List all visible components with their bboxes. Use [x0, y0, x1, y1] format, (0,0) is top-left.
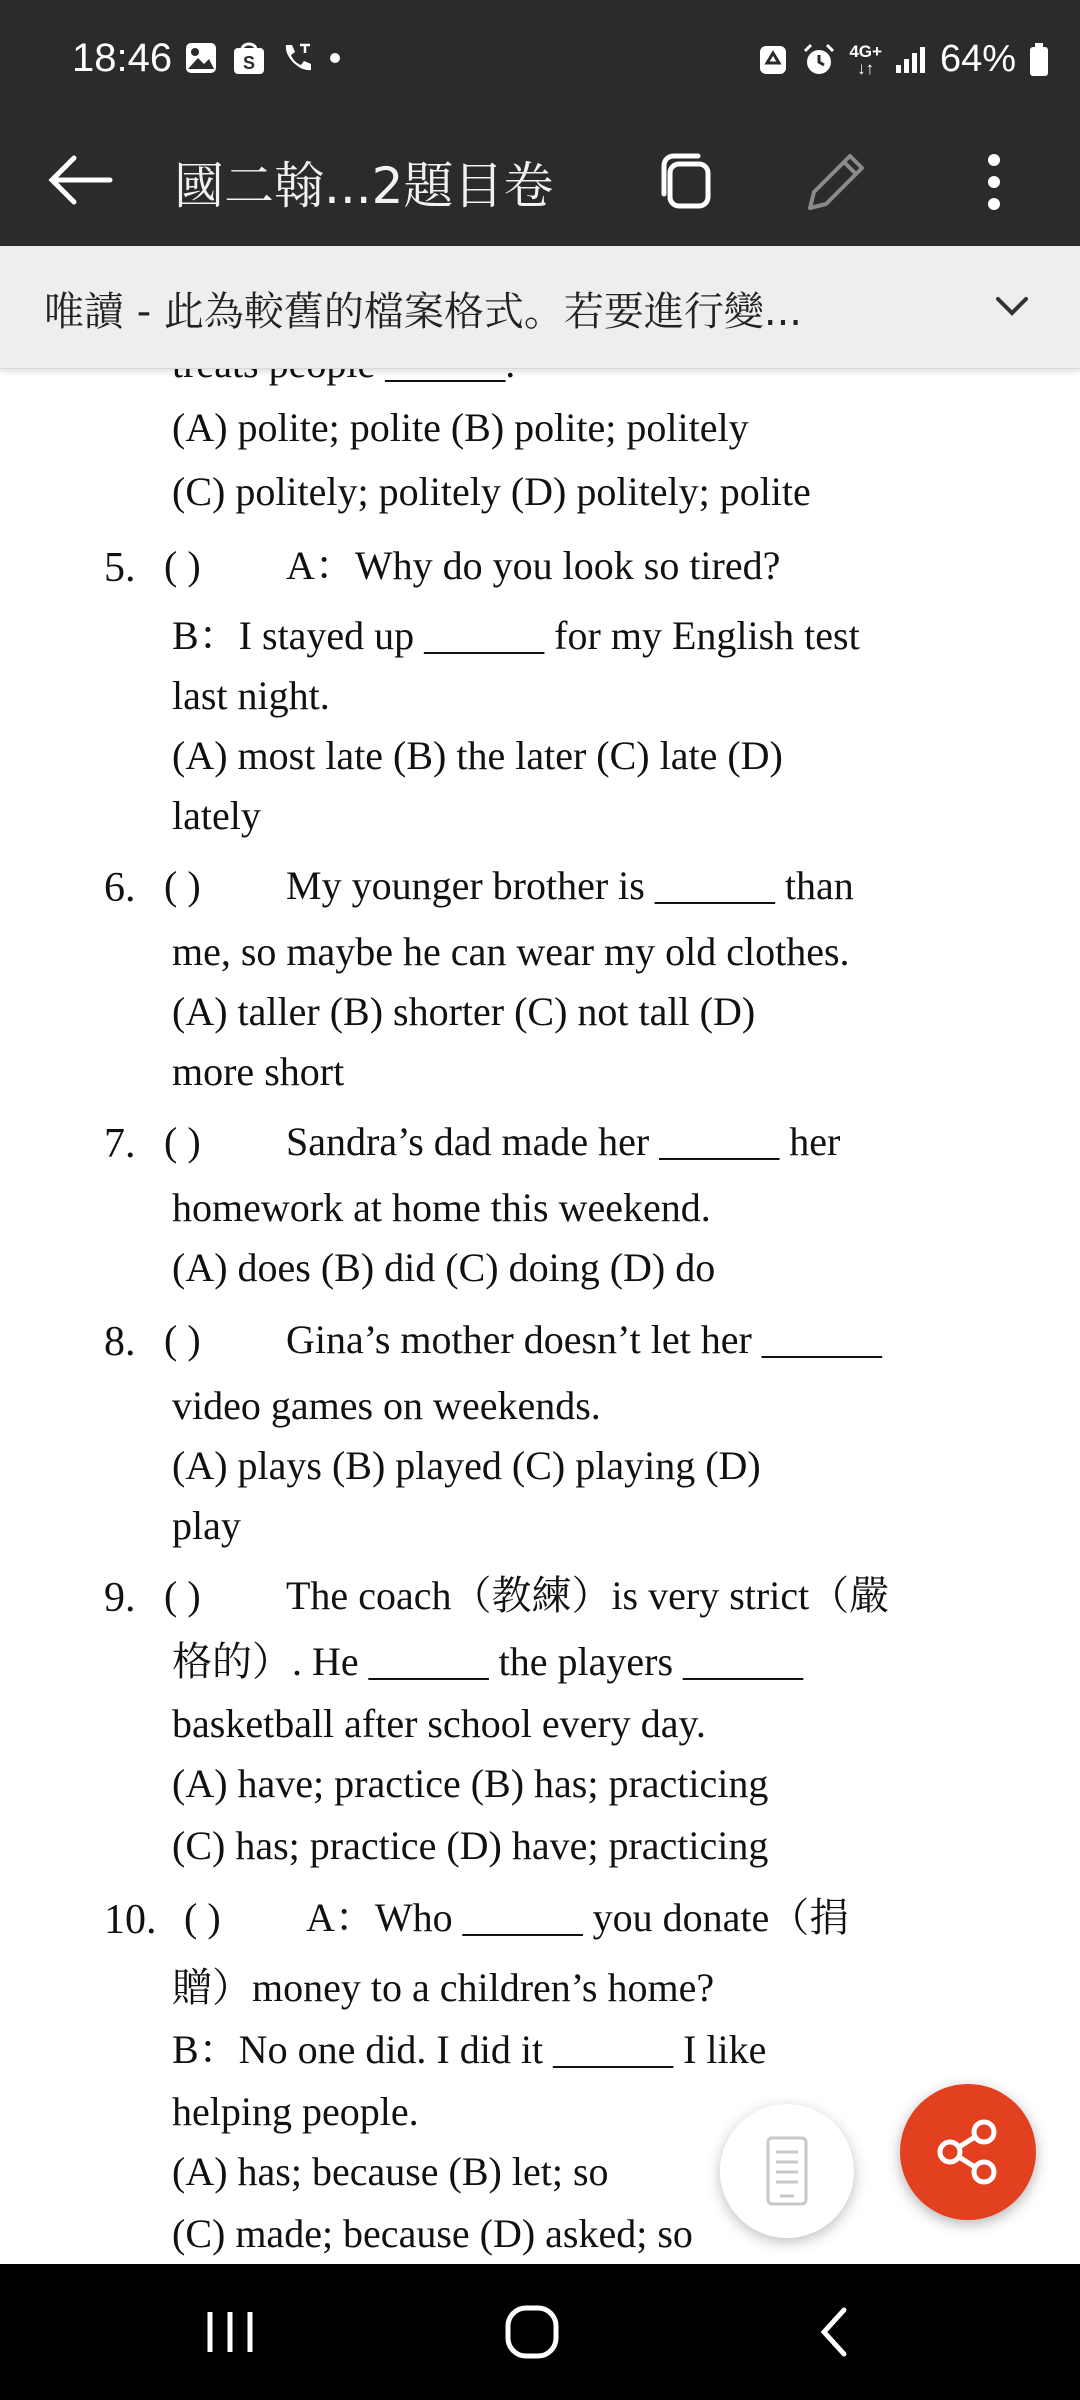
question-line: basketball after school every day. [172, 1701, 706, 1746]
home-icon[interactable] [502, 2302, 562, 2362]
answer-blank: ( ) [164, 1573, 201, 1618]
status-time: 18:46 [72, 36, 173, 80]
document-content[interactable] [0, 368, 1080, 2264]
answer-blank: ( ) [164, 543, 201, 588]
question-line: 贈）money to a children’s home? [172, 1965, 715, 2010]
call-icon [280, 41, 314, 75]
question-line: A：Why do you look so tired? [286, 543, 781, 588]
share-icon [900, 2084, 1036, 2220]
option-line: (A) has; because (B) let; so [172, 2149, 609, 2194]
battery-percent: 64% [939, 38, 1016, 80]
system-status-icons [757, 38, 1050, 81]
question-line: helping people. [172, 2089, 419, 2134]
document-title: 國二翰...2題目卷 [174, 157, 554, 215]
q4-option-line: (A) polite; polite (B) polite; politely [172, 405, 749, 450]
question-number: 10. [104, 1897, 157, 1943]
svg-text:S: S [242, 53, 256, 73]
read-only-banner[interactable] [0, 246, 1080, 369]
network-type: 4G+ ↓↑ [849, 41, 882, 78]
question-line: B：I stayed up ______ for my English test [172, 613, 860, 658]
question-number: 6. [104, 865, 136, 911]
notification-icons [184, 40, 342, 76]
question-line: The coach（教練）is very strict（嚴 [286, 1573, 890, 1618]
question-line: Sandra’s dad made her ______ her [286, 1119, 841, 1164]
option-line: lately [172, 793, 261, 838]
question-line: homework at home this weekend. [172, 1185, 711, 1230]
system-nav-bar [0, 2264, 1080, 2400]
option-line: (C) has; practice (D) have; practicing [172, 1823, 769, 1868]
recent-apps-icon[interactable] [200, 2304, 260, 2360]
option-line: (A) does (B) did (C) doing (D) do [172, 1245, 716, 1290]
question-line: 格的）. He ______ the players ______ [172, 1639, 804, 1684]
back-nav-icon[interactable] [808, 2304, 864, 2360]
back-arrow-icon[interactable] [44, 140, 124, 220]
chevron-down-icon[interactable] [990, 284, 1034, 328]
question-line: Gina’s mother doesn’t let her ______ [286, 1317, 882, 1362]
question-line: me, so maybe he can wear my old clothes. [172, 929, 850, 974]
option-line: (C) made; because (D) asked; so [172, 2211, 693, 2256]
more-options-icon[interactable] [954, 142, 1034, 222]
reading-mode-button[interactable] [720, 2104, 854, 2238]
answer-blank: ( ) [164, 1119, 201, 1164]
gallery-icon [184, 41, 218, 75]
question-line: My younger brother is ______ than [286, 863, 854, 908]
edit-pencil-icon[interactable] [796, 142, 876, 222]
status-bar [0, 0, 1080, 120]
question-number: 8. [104, 1319, 136, 1365]
dot-icon [328, 51, 342, 65]
question-line: A：Who ______ you donate（捐 [306, 1895, 850, 1940]
answer-blank: ( ) [164, 1317, 201, 1362]
signal-icon [894, 45, 928, 75]
option-line: (A) plays (B) played (C) playing (D) [172, 1443, 761, 1488]
alarm-icon [801, 42, 837, 78]
share-button[interactable] [900, 2084, 1036, 2220]
question-number: 9. [104, 1575, 136, 1621]
question-number: 5. [104, 545, 136, 591]
network-label: 4G+ [849, 41, 882, 61]
option-line: more short [172, 1049, 345, 1094]
option-line: (A) taller (B) shorter (C) not tall (D) [172, 989, 756, 1034]
copy-icon[interactable] [648, 142, 728, 222]
q4-option-line: (C) politely; politely (D) politely; polite [172, 469, 811, 514]
app-bar [0, 120, 1080, 246]
question-line: video games on weekends. [172, 1383, 601, 1428]
read-only-message: 唯讀 - 此為較舊的檔案格式。若要進行變... [44, 289, 803, 335]
option-line: (A) have; practice (B) has; practicing [172, 1761, 769, 1806]
question-number: 7. [104, 1121, 136, 1167]
answer-blank: ( ) [184, 1895, 221, 1940]
option-line: play [172, 1503, 241, 1548]
battery-icon [1028, 42, 1050, 78]
mobile-view-icon [720, 2104, 854, 2238]
question-line: B：No one did. I did it ______ I like [172, 2027, 767, 2072]
answer-blank: ( ) [164, 863, 201, 908]
option-line: (A) most late (B) the later (C) late (D) [172, 733, 783, 778]
question-line: last night. [172, 673, 330, 718]
shopee-icon [232, 40, 266, 76]
recycle-icon [757, 43, 789, 77]
